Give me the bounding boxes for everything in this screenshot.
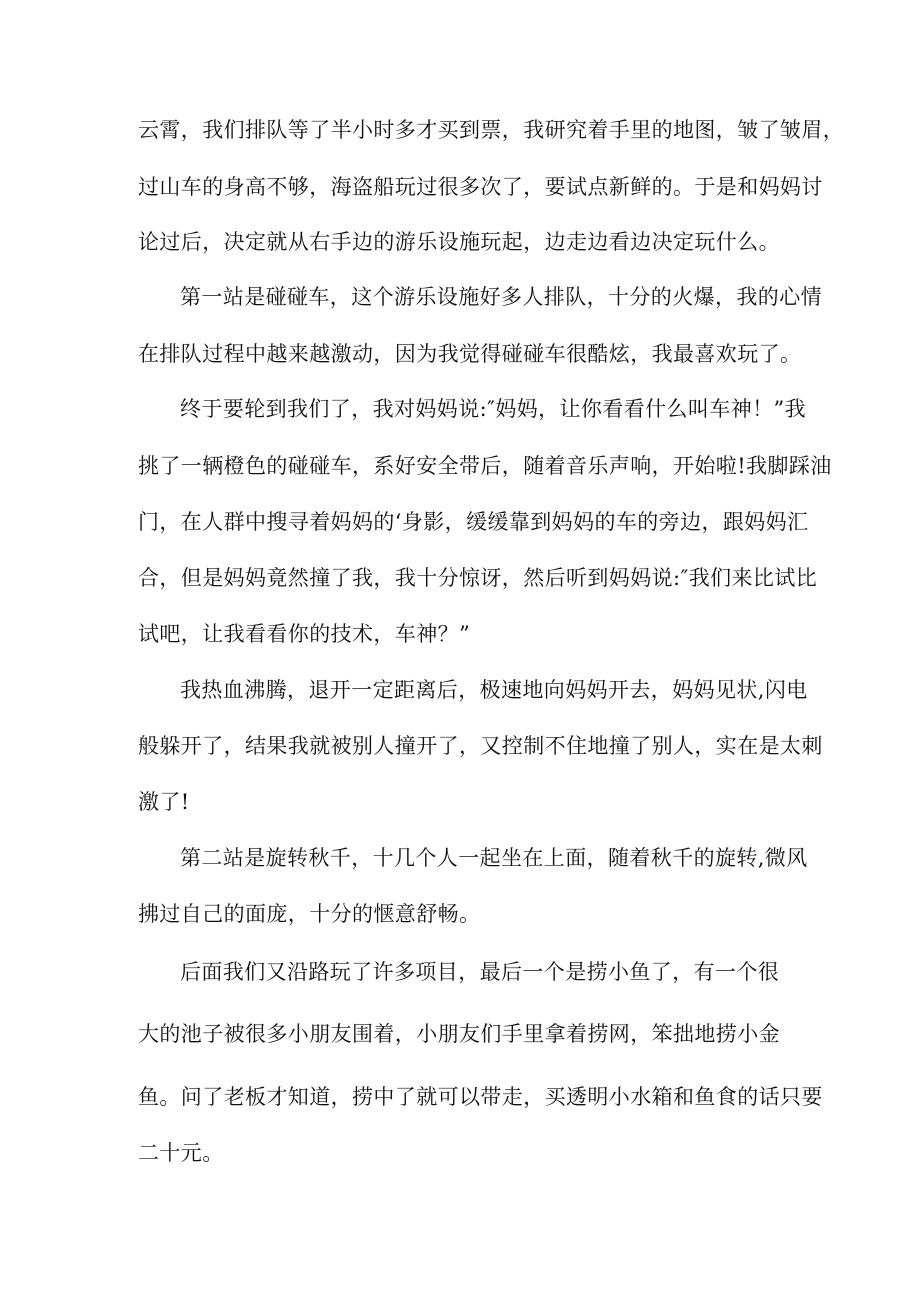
text-line: 挑了一辆橙色的碰碰车，系好安全带后，随着音乐声响，开始啦!我脚踩油 bbox=[138, 454, 832, 478]
text-line: 第二站是旋转秋千，十几个人一起坐在上面，随着秋千的旋转,微风 bbox=[180, 846, 808, 870]
text-line: 论过后，决定就从右手边的游乐设施玩起，边走边看边决定玩什么。 bbox=[138, 230, 780, 254]
text-line: 试吧，让我看看你的技术，车神？” bbox=[138, 622, 471, 646]
text-line: 第一站是碰碰车，这个游乐设施好多人排队，十分的火爆，我的心情 bbox=[180, 285, 822, 309]
text-line: 鱼。问了老板才知道，捞中了就可以带走，买透明小水箱和鱼食的话只要 bbox=[138, 1085, 823, 1109]
text-line: 我热血沸腾，退开一定距离后，极速地向妈妈开去，妈妈见状,闪电 bbox=[180, 678, 808, 702]
text-line: 大的池子被很多小朋友围着，小朋友们手里拿着捞网，笨拙地捞小金 bbox=[138, 1022, 780, 1046]
text-line: 般躲开了，结果我就被别人撞开了，又控制不住地撞了别人，实在是太刺 bbox=[138, 734, 823, 758]
text-line: 云霄，我们排队等了半小时多才买到票，我研究着手里的地图，皱了皱眉， bbox=[138, 118, 845, 142]
text-line: 在排队过程中越来越激动，因为我觉得碰碰车很酷炫，我最喜欢玩了。 bbox=[138, 342, 802, 366]
text-line: 门，在人群中搜寻着妈妈的‘身影，缓缓靠到妈妈的车的旁边，跟妈妈汇 bbox=[138, 510, 809, 534]
text-line: 后面我们又沿路玩了许多项目，最后一个是捞小鱼了，有一个很 bbox=[180, 960, 780, 984]
text-line: 终于要轮到我们了，我对妈妈说:″妈妈，让你看看什么叫车神！”我 bbox=[180, 397, 807, 421]
text-line: 合，但是妈妈竟然撞了我，我十分惊讶，然后听到妈妈说:″我们来比试比 bbox=[138, 566, 818, 590]
text-line: 过山车的身高不够，海盗船玩过很多次了，要试点新鲜的。于是和妈妈讨 bbox=[138, 175, 823, 199]
text-line: 二十元。 bbox=[138, 1141, 224, 1165]
text-line: 拂过自己的面庞，十分的惬意舒畅。 bbox=[138, 902, 481, 926]
text-line: 激了! bbox=[138, 790, 190, 814]
